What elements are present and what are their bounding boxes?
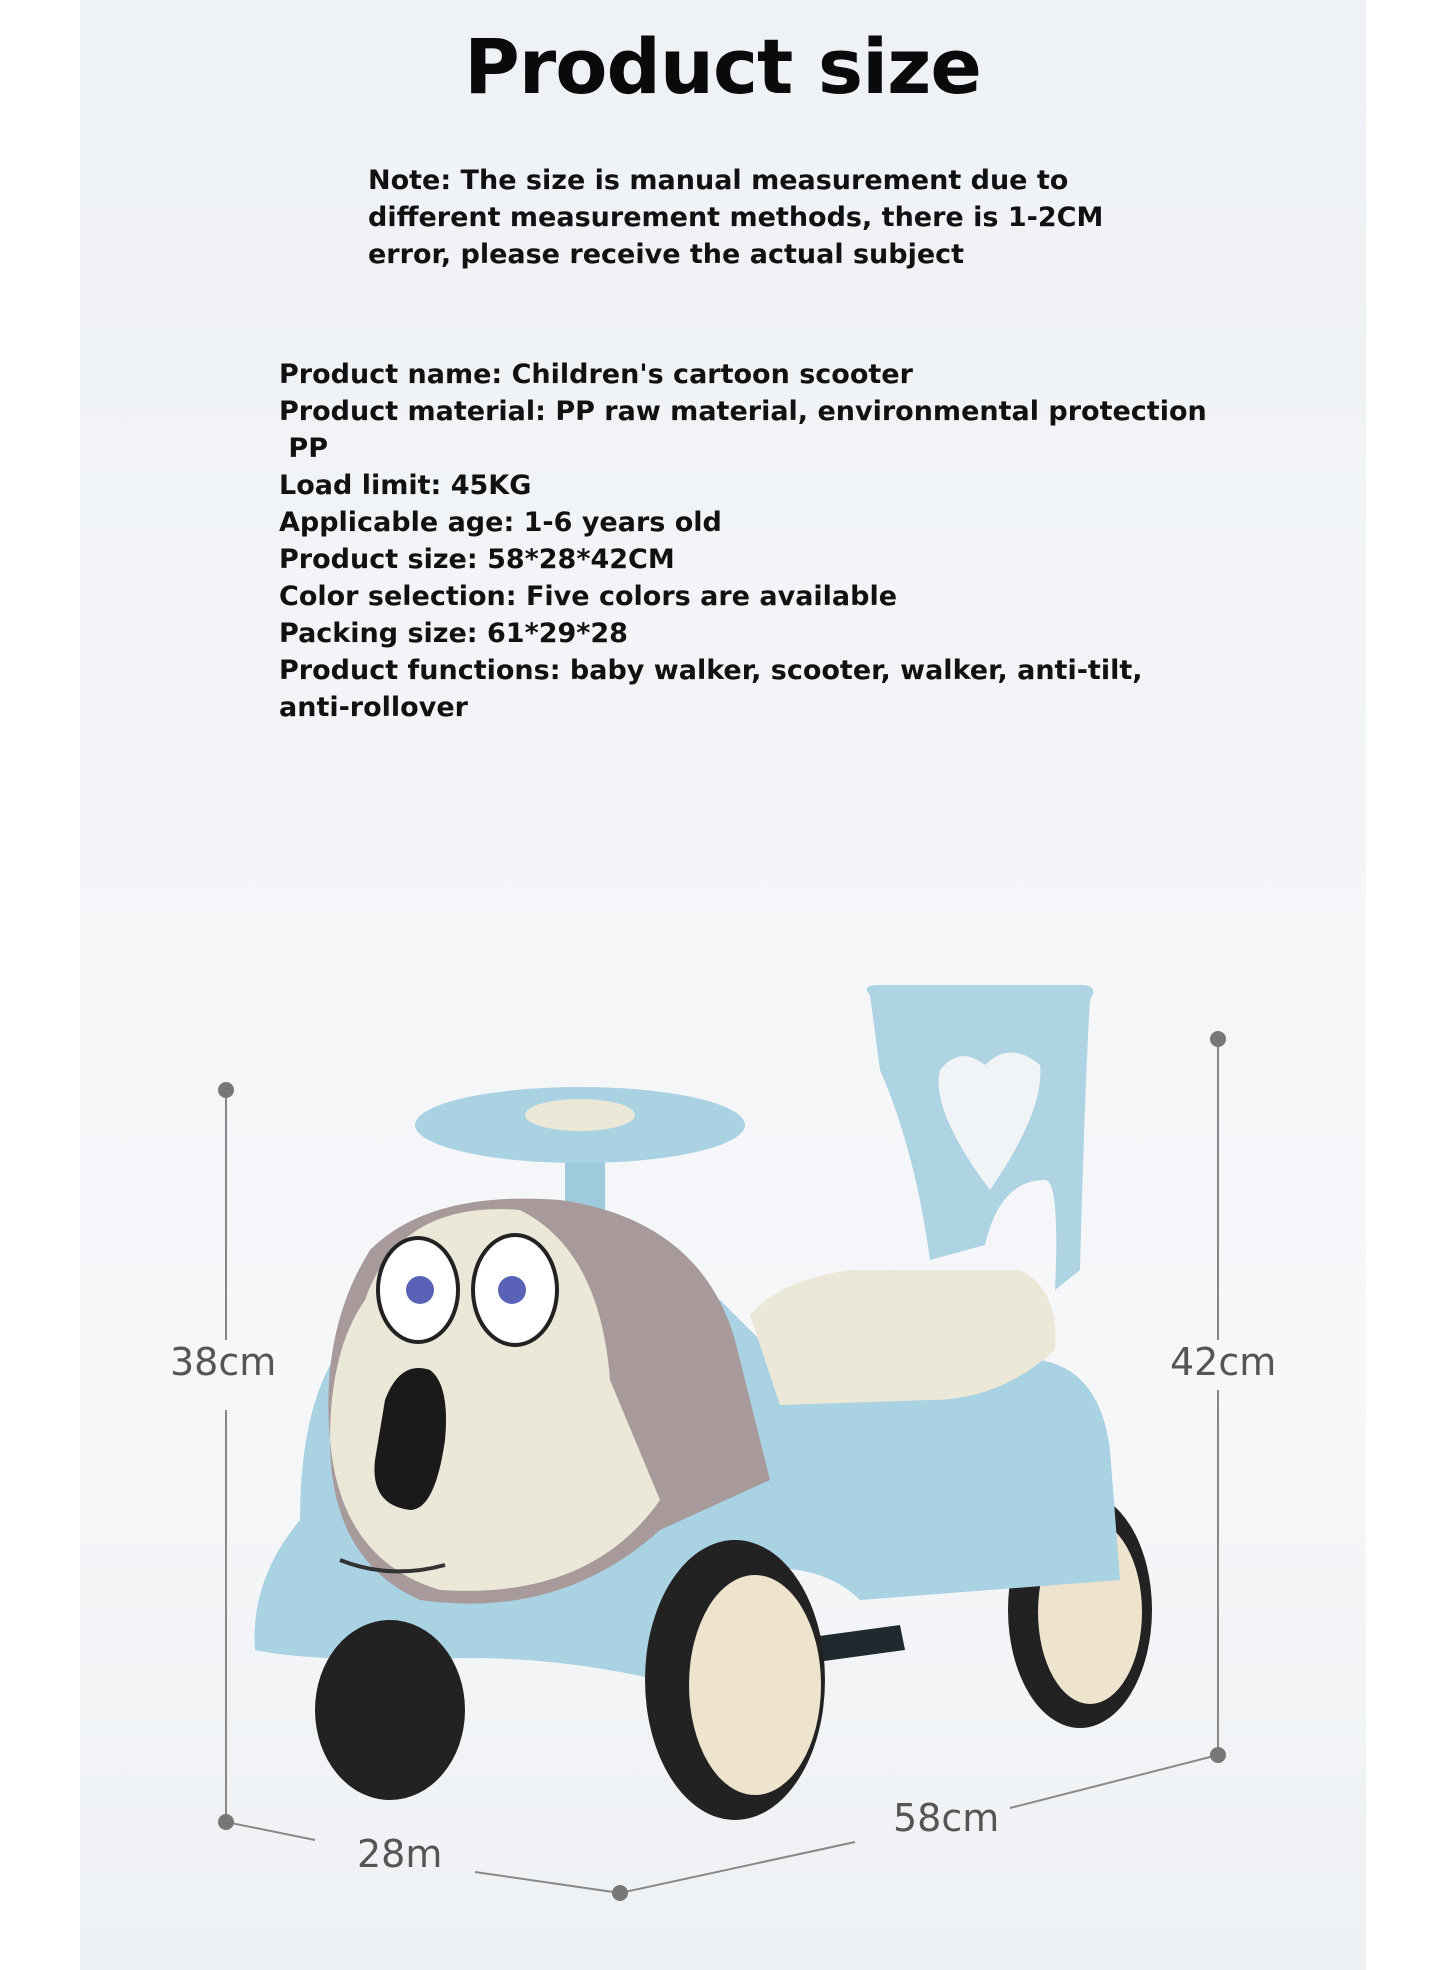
page-title: Product size [464,22,981,111]
spec-line: Applicable age: 1-6 years old [279,507,722,538]
spec-line: Product name: Children's cartoon scooter [279,359,913,390]
height-label-right: 42cm [1170,1340,1277,1384]
spec-line: Load limit: 45KG [279,470,532,501]
spec-line: Product size: 58*28*42CM [279,544,675,575]
spec-line: Color selection: Five colors are available [279,581,898,612]
height-label-left: 38cm [170,1340,277,1384]
measurement-note: Note: The size is manual measurement due to different measurement methods, there is 1-2CM error, please receive the actual subject [368,165,1104,270]
spec-line: anti-rollover [279,692,468,723]
spec-line: Product functions: baby walker, scooter, walker, anti-tilt, [279,655,1143,686]
spec-line: PP [279,433,328,464]
length-label: 58cm [893,1796,1000,1840]
scooter-image [255,985,1152,1820]
spec-line: Product material: PP raw material, environmental protection [279,396,1207,427]
spec-line: Packing size: 61*29*28 [279,618,628,649]
width-label: 28m [357,1832,443,1876]
